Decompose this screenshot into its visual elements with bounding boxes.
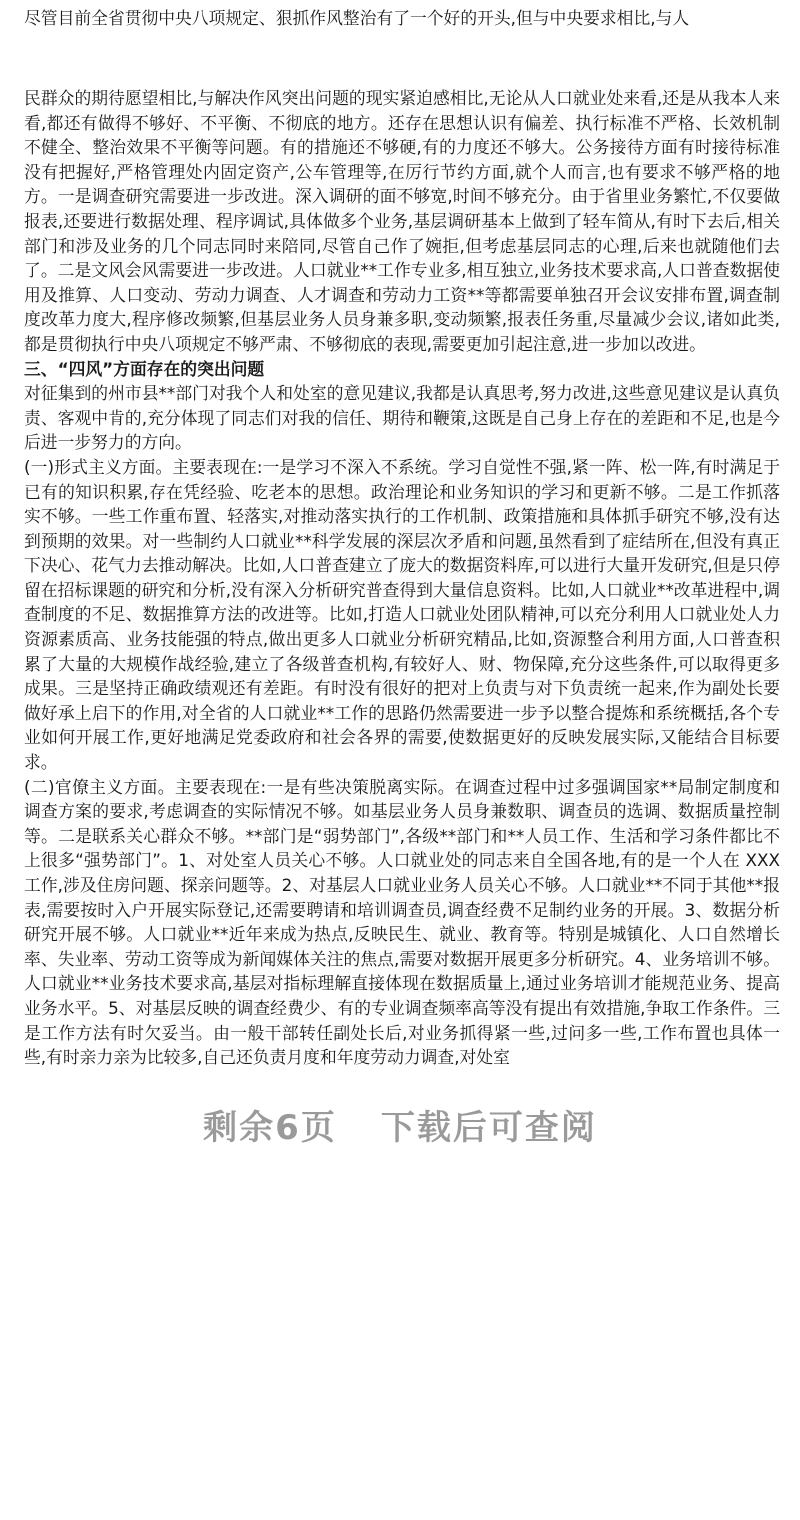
paragraph-work-style: 民群众的期待愿望相比,与解决作风突出问题的现实紧迫感相比,无论从人口就业处来看,还是从我本人来看,都还有做得不够好、不平衡、不彻底的地方。还存在思想认识有偏差、执行标准不严格、长效机制不健全、整治效果不平衡等问题。有的措施还不够硬,有的力度还不够大。公务接待方面有时接待标准没有把握好,严格管理处内固定资产,公车管理等,在厉行节约方面,就个人而言,也有要求不够严格的地方。一是调查研究需要进一步改进。深入调研的面不够宽,时间不够充分。由于省里业务繁忙,不仅要做报表,还要进行数据处理、程序调试,具体做多个业务,基层调研基本上做到了轻车简从,有时下去后,相关部门和涉及业务的几个同志同时来陪同,尽管自己作了婉拒,但考虑基层同志的心理,后来也就随他们去了。二是文风会风需要进一步改进。人口就业**工作专业多,相互独立,业务技术要求高,人口普查数据使用及推算、人口变动、劳动力调查、人才调查和劳动力工资**等都需要单独召开会议安排布置,调查制度改革力度大,程序修改频繁,但基层业务人员身兼多职,变动频繁,报表任务重,尽量减少会议,诸如此类,都是贯彻执行中央八项规定不够严肃、不够彻底的表现,需要更加引起注意,进一步加以改进。 (24, 88, 780, 354)
paragraph-bureaucratism: (二)官僚主义方面。主要表现在:一是有些决策脱离实际。在调查过程中过多强调国家**局制定制度和调查方案的要求,考虑调查的实际情况不够。如基层业务人员身兼数职、调查员的选调、数据质量控制等。二是联系关心群众不够。**部门是“弱势部门”,各级**部门和**人员工作、生活和学习条件都比不上很多“强势部门”。1、对处室人员关心不够。人口就业处的同志来自全国各地,有的是一个人在 XXX 工作,涉及住房问题、探亲问题等。2、对基层人口就业业务人员关心不够。人口就业**不同于其他**报表,需要按时入户开展实际登记,还需要聘请和培训调查员,调查经费不足制约业务的开展。3、数据分析研究开展不够。人口就业**近年来成为热点,反映民生、就业、教育等。特别是城镇化、人口自然增长率、失业率、劳动工资等成为新闻媒体关注的焦点,需要对数据开展更多分析研究。4、业务培训不够。人口就业**业务技术要求高,基层对指标理解直接体现在数据质量上,通过业务培训才能规范业务、提高业务水平。5、对基层反映的调查经费少、有的专业调查频率高等没有提出有效措施,争取工作条件。三是工作方法有时欠妥当。由一般干部转任副处长后,对业务抓得紧一些,过问多一些,工作布置也具体一些,有时亲力亲为比较多,自己还负责月度和年度劳动力调查,对处室 (24, 776, 780, 1068)
section-heading-four-styles: 三、“四风”方面存在的突出问题 (24, 358, 265, 379)
download-hint-label: 下载后可查阅 (380, 1108, 597, 1148)
document-body (24, 86, 780, 1070)
remaining-pages-label: 剩余6页 (203, 1108, 337, 1148)
first-line: 尽管目前全省贯彻中央八项规定、狠抓作风整治有了一个好的开头,但与中央要求相比,与人 (24, 8, 690, 28)
paragraph-formalism: (一)形式主义方面。主要表现在:一是学习不深入不系统。学习自觉性不强,紧一阵、松一阵,有时满足于已有的知识积累,存在凭经验、吃老本的思想。政治理论和业务知识的学习和更新不够。二是工作抓落实不够。一些工作重布置、轻落实,对推动落实执行的工作机制、政策措施和具体抓手研究不够,没有达到预期的效果。对一些制约人口就业**科学发展的深层次矛盾和问题,虽然看到了症结所在,但没有真正下决心、花气力去推动解决。比如,人口普查建立了庞大的数据资料库,可以进行大量开发研究,但是只停留在招标课题的研究和分析,没有深入分析研究普查得到大量信息资料。比如,人口就业**改革进程中,调查制度的不足、数据推算方法的改进等。比如,打造人口就业处团队精神,可以充分利用人口就业处人力资源素质高、业务技能强的特点,做出更多人口就业分析研究精品,比如,资源整合利用方面,人口普查积累了大量的大规模作战经验,建立了各级普查机构,有较好人、财、物保障,充分这些条件,可以取得更多成果。三是坚持正确政绩观还有差距。有时没有很好的把对上负责与对下负责统一起来,作为副处长要做好承上启下的作用,对全省的人口就业**工作的思路仍然需要进一步予以整合提炼和系统概括,各个专业如何开展工作,更好地满足党委政府和社会各界的需要,使数据更好的反映发展实际,又能结合目标要求。 (24, 456, 780, 773)
download-prompt (0, 1100, 800, 1149)
paragraph-feedback: 对征集到的州市县**部门对我个人和处室的意见建议,我都是认真思考,努力改进,这些意见建议是认真负责、客观中肯的,充分体现了同志们对我的信任、期待和鞭策,这既是自己身上存在的差距和不足,也是今后进一步努力的方向。 (24, 383, 780, 453)
